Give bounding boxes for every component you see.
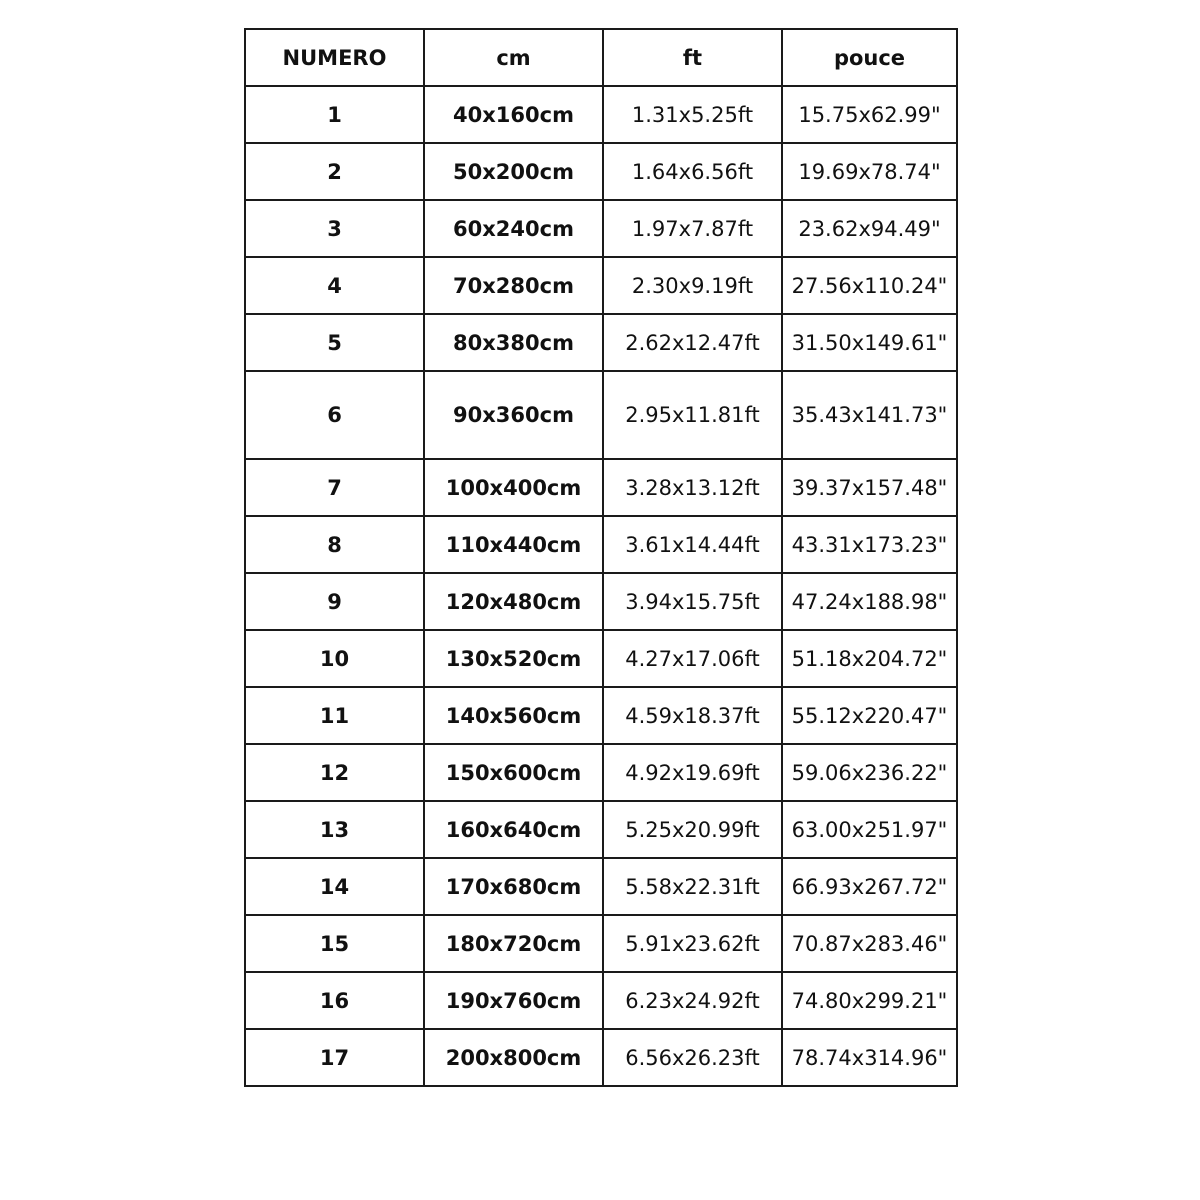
cell-pouce: 15.75x62.99"	[782, 86, 957, 143]
table-row	[245, 687, 957, 744]
cell-cm: 80x380cm	[424, 314, 603, 371]
cell-pouce: 70.87x283.46"	[782, 915, 957, 972]
cell-numero: 2	[245, 143, 424, 200]
table-body	[245, 86, 957, 1086]
cell-cm: 40x160cm	[424, 86, 603, 143]
cell-cm: 170x680cm	[424, 858, 603, 915]
cell-numero: 8	[245, 516, 424, 573]
cell-numero: 3	[245, 200, 424, 257]
cell-numero: 7	[245, 459, 424, 516]
table-row	[245, 1029, 957, 1086]
cell-ft: 2.30x9.19ft	[603, 257, 782, 314]
cell-cm: 150x600cm	[424, 744, 603, 801]
cell-numero: 6	[245, 371, 424, 459]
header-pouce: pouce	[782, 29, 957, 86]
table-row	[245, 915, 957, 972]
cell-numero: 9	[245, 573, 424, 630]
cell-cm: 90x360cm	[424, 371, 603, 459]
table-row	[245, 801, 957, 858]
header-ft: ft	[603, 29, 782, 86]
cell-ft: 1.97x7.87ft	[603, 200, 782, 257]
cell-ft: 1.64x6.56ft	[603, 143, 782, 200]
cell-ft: 5.25x20.99ft	[603, 801, 782, 858]
table-row	[245, 371, 957, 459]
cell-cm: 190x760cm	[424, 972, 603, 1029]
cell-ft: 2.62x12.47ft	[603, 314, 782, 371]
cell-pouce: 55.12x220.47"	[782, 687, 957, 744]
cell-pouce: 51.18x204.72"	[782, 630, 957, 687]
cell-ft: 3.94x15.75ft	[603, 573, 782, 630]
header-numero: NUMERO	[245, 29, 424, 86]
table-row	[245, 143, 957, 200]
cell-numero: 12	[245, 744, 424, 801]
cell-numero: 16	[245, 972, 424, 1029]
cell-numero: 14	[245, 858, 424, 915]
cell-numero: 10	[245, 630, 424, 687]
cell-cm: 200x800cm	[424, 1029, 603, 1086]
table-row	[245, 630, 957, 687]
cell-cm: 180x720cm	[424, 915, 603, 972]
cell-cm: 100x400cm	[424, 459, 603, 516]
cell-cm: 130x520cm	[424, 630, 603, 687]
cell-pouce: 31.50x149.61"	[782, 314, 957, 371]
cell-ft: 5.91x23.62ft	[603, 915, 782, 972]
cell-numero: 1	[245, 86, 424, 143]
table-row	[245, 459, 957, 516]
cell-cm: 70x280cm	[424, 257, 603, 314]
size-chart-table	[244, 28, 958, 1087]
cell-cm: 120x480cm	[424, 573, 603, 630]
cell-ft: 2.95x11.81ft	[603, 371, 782, 459]
table-row	[245, 86, 957, 143]
cell-pouce: 19.69x78.74"	[782, 143, 957, 200]
table-row	[245, 516, 957, 573]
cell-ft: 1.31x5.25ft	[603, 86, 782, 143]
cell-pouce: 74.80x299.21"	[782, 972, 957, 1029]
cell-ft: 4.27x17.06ft	[603, 630, 782, 687]
cell-numero: 17	[245, 1029, 424, 1086]
cell-pouce: 39.37x157.48"	[782, 459, 957, 516]
cell-ft: 6.56x26.23ft	[603, 1029, 782, 1086]
cell-cm: 50x200cm	[424, 143, 603, 200]
cell-numero: 11	[245, 687, 424, 744]
table-header-row	[245, 29, 957, 86]
cell-ft: 5.58x22.31ft	[603, 858, 782, 915]
cell-ft: 4.92x19.69ft	[603, 744, 782, 801]
cell-ft: 6.23x24.92ft	[603, 972, 782, 1029]
cell-pouce: 78.74x314.96"	[782, 1029, 957, 1086]
cell-ft: 4.59x18.37ft	[603, 687, 782, 744]
header-cm: cm	[424, 29, 603, 86]
table-row	[245, 972, 957, 1029]
cell-ft: 3.61x14.44ft	[603, 516, 782, 573]
cell-numero: 13	[245, 801, 424, 858]
table-row	[245, 314, 957, 371]
cell-cm: 160x640cm	[424, 801, 603, 858]
cell-pouce: 66.93x267.72"	[782, 858, 957, 915]
cell-pouce: 23.62x94.49"	[782, 200, 957, 257]
table-row	[245, 573, 957, 630]
cell-pouce: 47.24x188.98"	[782, 573, 957, 630]
cell-pouce: 63.00x251.97"	[782, 801, 957, 858]
table-row	[245, 744, 957, 801]
cell-cm: 110x440cm	[424, 516, 603, 573]
cell-numero: 5	[245, 314, 424, 371]
table-row	[245, 200, 957, 257]
cell-numero: 4	[245, 257, 424, 314]
table-row	[245, 858, 957, 915]
cell-pouce: 27.56x110.24"	[782, 257, 957, 314]
cell-cm: 60x240cm	[424, 200, 603, 257]
cell-pouce: 43.31x173.23"	[782, 516, 957, 573]
cell-pouce: 35.43x141.73"	[782, 371, 957, 459]
cell-numero: 15	[245, 915, 424, 972]
cell-ft: 3.28x13.12ft	[603, 459, 782, 516]
cell-pouce: 59.06x236.22"	[782, 744, 957, 801]
cell-cm: 140x560cm	[424, 687, 603, 744]
table-row	[245, 257, 957, 314]
